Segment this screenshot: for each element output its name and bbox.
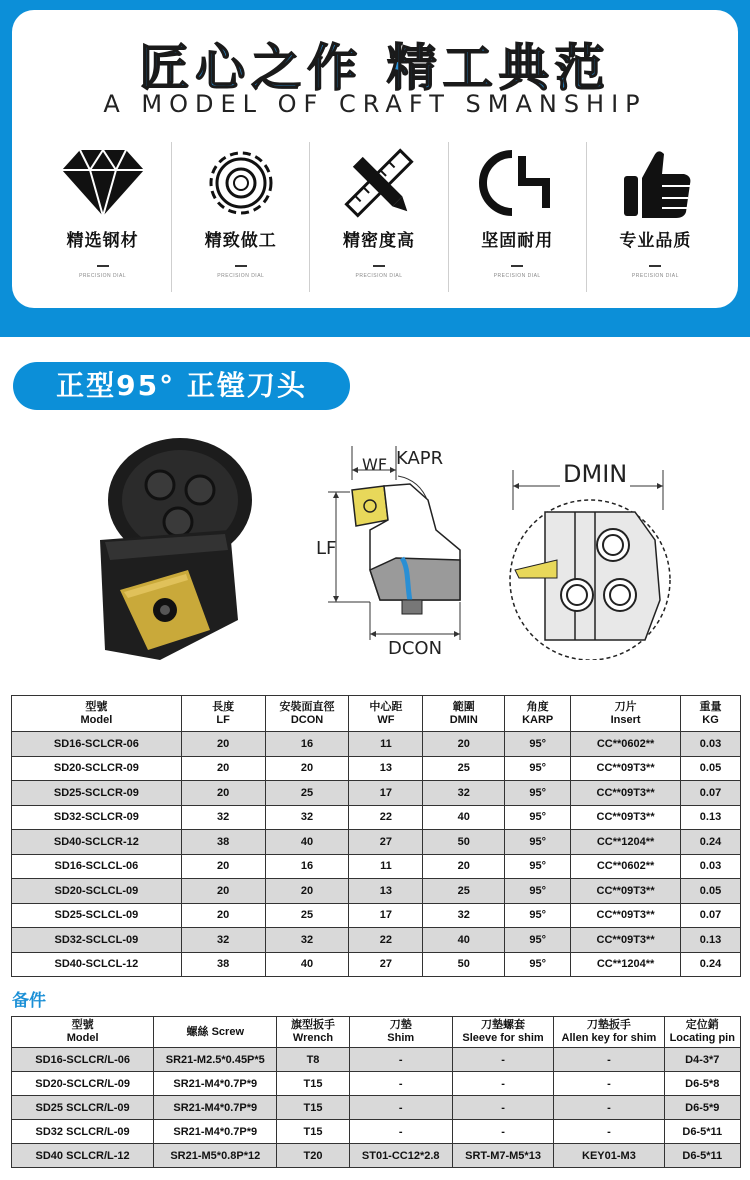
- feature-sub: PRECISION DIAL: [79, 273, 127, 279]
- table-cell: SR21-M4*0.7P*9: [154, 1072, 277, 1096]
- column-header-en: Insert: [610, 713, 641, 726]
- table-cell: 0.07: [681, 781, 741, 806]
- table-cell: T8: [277, 1048, 349, 1072]
- feature-sub: PRECISION DIAL: [217, 273, 265, 279]
- column-header: [571, 696, 681, 732]
- feature-sub: PRECISION DIAL: [355, 273, 403, 279]
- boring-head-image: [60, 430, 280, 680]
- table-cell: SD40-SCLCL-12: [12, 952, 182, 977]
- table-cell: D4-3*7: [664, 1048, 740, 1072]
- table-cell: 50: [423, 952, 505, 977]
- feature-sub: PRECISION DIAL: [493, 273, 541, 279]
- table-cell: D6-5*11: [664, 1120, 740, 1144]
- table-cell: SR21-M2.5*0.45P*5: [154, 1048, 277, 1072]
- column-header-en: Model: [66, 1032, 99, 1044]
- table-cell: T15: [277, 1072, 349, 1096]
- table-row: [12, 756, 741, 781]
- table-cell: 25: [423, 756, 505, 781]
- column-header-cn: 刀墊扳手: [586, 1019, 631, 1031]
- product-title: 正型95° 正镗刀头: [13, 362, 350, 410]
- feature-item-steel: [34, 142, 171, 292]
- table-cell: SR21-M4*0.7P*9: [154, 1096, 277, 1120]
- table-row: [12, 952, 741, 977]
- table-row: [12, 805, 741, 830]
- table-row: [12, 1096, 741, 1120]
- column-header: [181, 696, 265, 732]
- table-cell: 0.07: [681, 903, 741, 928]
- hero-title-cn: 匠心之作 精工典范: [139, 39, 611, 97]
- feature-label: 精致做工: [204, 231, 277, 251]
- table-cell: 20: [265, 756, 349, 781]
- column-header-cn: 重量: [699, 700, 722, 713]
- table-cell: SD32-SCLCL-09: [12, 928, 182, 953]
- divider: [649, 265, 661, 267]
- spec-table-header: [12, 696, 741, 732]
- table-cell: CC**0602**: [571, 732, 681, 757]
- table-cell: -: [554, 1048, 664, 1072]
- table-cell: 20: [265, 879, 349, 904]
- table-cell: SD32-SCLCR-09: [12, 805, 182, 830]
- table-cell: CC**09T3**: [571, 928, 681, 953]
- table-cell: D6-5*8: [664, 1072, 740, 1096]
- table-cell: 95°: [505, 756, 571, 781]
- column-header-en: WF: [377, 713, 395, 726]
- table-cell: 95°: [505, 879, 571, 904]
- feature-label: 精选钢材: [66, 231, 139, 251]
- table-cell: SR21-M5*0.8P*12: [154, 1144, 277, 1168]
- table-row: [12, 903, 741, 928]
- table-cell: SD20-SCLCR-09: [12, 756, 182, 781]
- table-cell: SD40-SCLCR-12: [12, 830, 182, 855]
- table-cell: SD32 SCLCR/L-09: [12, 1120, 154, 1144]
- table-cell: 20: [181, 732, 265, 757]
- header-card: [12, 10, 738, 308]
- table-cell: 0.13: [681, 928, 741, 953]
- table-cell: 0.24: [681, 952, 741, 977]
- column-header: [452, 1017, 554, 1048]
- table-cell: 95°: [505, 903, 571, 928]
- gear-icon: [196, 146, 286, 220]
- parts-title: 备件: [12, 991, 46, 1011]
- table-cell: 0.13: [681, 805, 741, 830]
- table-cell: 20: [181, 854, 265, 879]
- table-cell: 20: [181, 903, 265, 928]
- table-cell: 40: [265, 830, 349, 855]
- table-cell: 27: [349, 830, 423, 855]
- table-cell: 40: [265, 952, 349, 977]
- column-header-cn: 長度: [212, 700, 235, 713]
- feature-item-craft: [171, 142, 309, 292]
- table-cell: 20: [181, 781, 265, 806]
- column-header: [423, 696, 505, 732]
- table-cell: 38: [181, 830, 265, 855]
- table-cell: 32: [265, 805, 349, 830]
- column-header: [349, 1017, 452, 1048]
- table-cell: CC**0602**: [571, 854, 681, 879]
- table-cell: 25: [423, 879, 505, 904]
- divider: [97, 265, 109, 267]
- feature-label: 专业品质: [619, 231, 692, 251]
- table-cell: 32: [181, 928, 265, 953]
- table-cell: 95°: [505, 928, 571, 953]
- table-cell: 17: [349, 903, 423, 928]
- table-cell: 95°: [505, 952, 571, 977]
- table-cell: SD25-SCLCL-09: [12, 903, 182, 928]
- parts-table-header: [12, 1017, 741, 1048]
- table-cell: -: [554, 1072, 664, 1096]
- column-header: [554, 1017, 664, 1048]
- table-cell: KEY01-M3: [554, 1144, 664, 1168]
- table-cell: D6-5*9: [664, 1096, 740, 1120]
- divider: [235, 265, 247, 267]
- column-header-cn: 定位銷: [685, 1019, 719, 1031]
- feature-item-durable: [448, 142, 586, 292]
- table-cell: 95°: [505, 830, 571, 855]
- table-cell: -: [452, 1048, 554, 1072]
- column-header: [277, 1017, 349, 1048]
- feature-list: [34, 142, 724, 292]
- table-row: [12, 879, 741, 904]
- table-cell: CC**09T3**: [571, 781, 681, 806]
- table-cell: 13: [349, 756, 423, 781]
- feature-item-quality: [586, 142, 724, 292]
- table-cell: 20: [423, 732, 505, 757]
- table-cell: -: [349, 1096, 452, 1120]
- column-header: [664, 1017, 740, 1048]
- feature-sub: PRECISION DIAL: [631, 273, 679, 279]
- table-cell: CC**1204**: [571, 952, 681, 977]
- table-cell: 40: [423, 928, 505, 953]
- table-cell: 25: [265, 781, 349, 806]
- column-header-en: Shim: [387, 1032, 415, 1044]
- table-cell: 0.03: [681, 854, 741, 879]
- table-cell: 25: [265, 903, 349, 928]
- table-cell: 0.24: [681, 830, 741, 855]
- table-cell: 95°: [505, 732, 571, 757]
- column-header: [12, 1017, 154, 1048]
- parts-table: [11, 1016, 741, 1168]
- cs-logo-icon: [472, 146, 562, 220]
- column-header-cn: 範圍: [452, 700, 475, 713]
- table-row: [12, 928, 741, 953]
- table-cell: T15: [277, 1120, 349, 1144]
- table-cell: 32: [181, 805, 265, 830]
- column-header-en: LF: [216, 713, 230, 726]
- table-cell: ST01-CC12*2.8: [349, 1144, 452, 1168]
- kapr-label: KAPR: [396, 448, 444, 469]
- table-row: [12, 854, 741, 879]
- table-cell: 0.05: [681, 756, 741, 781]
- hero-title-en: A MODEL OF CRAFT SMANSHIP: [103, 90, 647, 118]
- table-cell: 0.05: [681, 879, 741, 904]
- table-cell: SD16-SCLCL-06: [12, 854, 182, 879]
- table-row: [12, 732, 741, 757]
- side-view-diagram: [310, 440, 480, 660]
- table-cell: -: [349, 1048, 452, 1072]
- table-cell: 11: [349, 854, 423, 879]
- column-header-en: Model: [80, 713, 113, 726]
- table-cell: 22: [349, 805, 423, 830]
- column-header-cn: 刀墊螺套: [481, 1019, 526, 1031]
- ruler-pencil-icon: [334, 146, 424, 220]
- table-cell: -: [452, 1096, 554, 1120]
- table-cell: 50: [423, 830, 505, 855]
- table-cell: 22: [349, 928, 423, 953]
- wf-label: WF: [362, 455, 388, 474]
- column-header-cn: 型號: [71, 1019, 94, 1031]
- table-cell: 95°: [505, 854, 571, 879]
- feature-item-precision: [309, 142, 447, 292]
- column-header-cn: 刀片: [614, 700, 637, 713]
- column-header-en: Locating pin: [669, 1032, 735, 1044]
- column-header-en: Allen key for shim: [561, 1032, 657, 1044]
- column-header-cn: 中心距: [369, 700, 403, 713]
- column-header-cn: 螺絲 Screw: [186, 1025, 244, 1038]
- lf-label: LF: [316, 538, 337, 559]
- column-header-cn: 安裝面直徑: [279, 700, 335, 713]
- table-row: [12, 1144, 741, 1168]
- feature-label: 坚固耐用: [481, 231, 554, 251]
- column-header-en: DCON: [290, 713, 324, 726]
- dcon-label: DCON: [388, 638, 443, 659]
- column-header-en: KARP: [522, 713, 554, 726]
- table-cell: SR21-M4*0.7P*9: [154, 1120, 277, 1144]
- table-cell: D6-5*11: [664, 1144, 740, 1168]
- front-view-diagram: [505, 450, 675, 660]
- table-cell: 95°: [505, 805, 571, 830]
- table-cell: -: [554, 1096, 664, 1120]
- column-header-cn: 刀墊: [389, 1019, 412, 1031]
- spec-table: [11, 695, 741, 977]
- table-cell: 11: [349, 732, 423, 757]
- table-cell: 32: [423, 781, 505, 806]
- table-cell: 95°: [505, 781, 571, 806]
- table-row: [12, 1120, 741, 1144]
- column-header-en: KG: [702, 713, 719, 726]
- table-cell: 20: [423, 854, 505, 879]
- table-cell: SD40 SCLCR/L-12: [12, 1144, 154, 1168]
- table-cell: 32: [265, 928, 349, 953]
- dmin-label: DMIN: [563, 460, 628, 488]
- table-cell: -: [349, 1120, 452, 1144]
- thumbs-up-icon: [610, 146, 700, 220]
- table-cell: 17: [349, 781, 423, 806]
- table-cell: -: [452, 1120, 554, 1144]
- table-row: [12, 830, 741, 855]
- table-cell: 16: [265, 732, 349, 757]
- table-cell: 38: [181, 952, 265, 977]
- column-header-cn: 型號: [85, 700, 108, 713]
- table-cell: 40: [423, 805, 505, 830]
- table-cell: T20: [277, 1144, 349, 1168]
- divider: [511, 265, 523, 267]
- table-cell: 32: [423, 903, 505, 928]
- table-cell: SD16-SCLCR-06: [12, 732, 182, 757]
- table-cell: SD20-SCLCL-09: [12, 879, 182, 904]
- column-header-en: Sleeve for shim: [462, 1032, 544, 1044]
- table-cell: -: [452, 1072, 554, 1096]
- column-header-en: DMIN: [449, 713, 478, 726]
- table-cell: SD16-SCLCR/L-06: [12, 1048, 154, 1072]
- column-header-en: Wrench: [292, 1032, 334, 1044]
- table-cell: 27: [349, 952, 423, 977]
- table-row: [12, 781, 741, 806]
- table-cell: 0.03: [681, 732, 741, 757]
- table-cell: 20: [181, 756, 265, 781]
- table-cell: -: [554, 1120, 664, 1144]
- column-header-cn: 旗型扳手: [291, 1019, 335, 1031]
- table-cell: 13: [349, 879, 423, 904]
- table-cell: SD25 SCLCR/L-09: [12, 1096, 154, 1120]
- table-cell: T15: [277, 1096, 349, 1120]
- table-cell: CC**09T3**: [571, 756, 681, 781]
- divider: [373, 265, 385, 267]
- table-row: [12, 1048, 741, 1072]
- column-header: [265, 696, 349, 732]
- column-header: [505, 696, 571, 732]
- feature-label: 精密度高: [343, 231, 415, 251]
- table-cell: SRT-M7-M5*13: [452, 1144, 554, 1168]
- column-header: [349, 696, 423, 732]
- column-header: [154, 1017, 277, 1048]
- diamond-icon: [58, 146, 148, 220]
- column-header-cn: 角度: [526, 700, 549, 713]
- table-cell: CC**09T3**: [571, 903, 681, 928]
- table-cell: SD20-SCLCR/L-09: [12, 1072, 154, 1096]
- table-cell: CC**09T3**: [571, 879, 681, 904]
- column-header: [12, 696, 182, 732]
- table-cell: SD25-SCLCR-09: [12, 781, 182, 806]
- table-cell: CC**1204**: [571, 830, 681, 855]
- table-cell: 20: [181, 879, 265, 904]
- table-row: [12, 1072, 741, 1096]
- table-cell: 16: [265, 854, 349, 879]
- table-cell: -: [349, 1072, 452, 1096]
- column-header: [681, 696, 741, 732]
- table-cell: CC**09T3**: [571, 805, 681, 830]
